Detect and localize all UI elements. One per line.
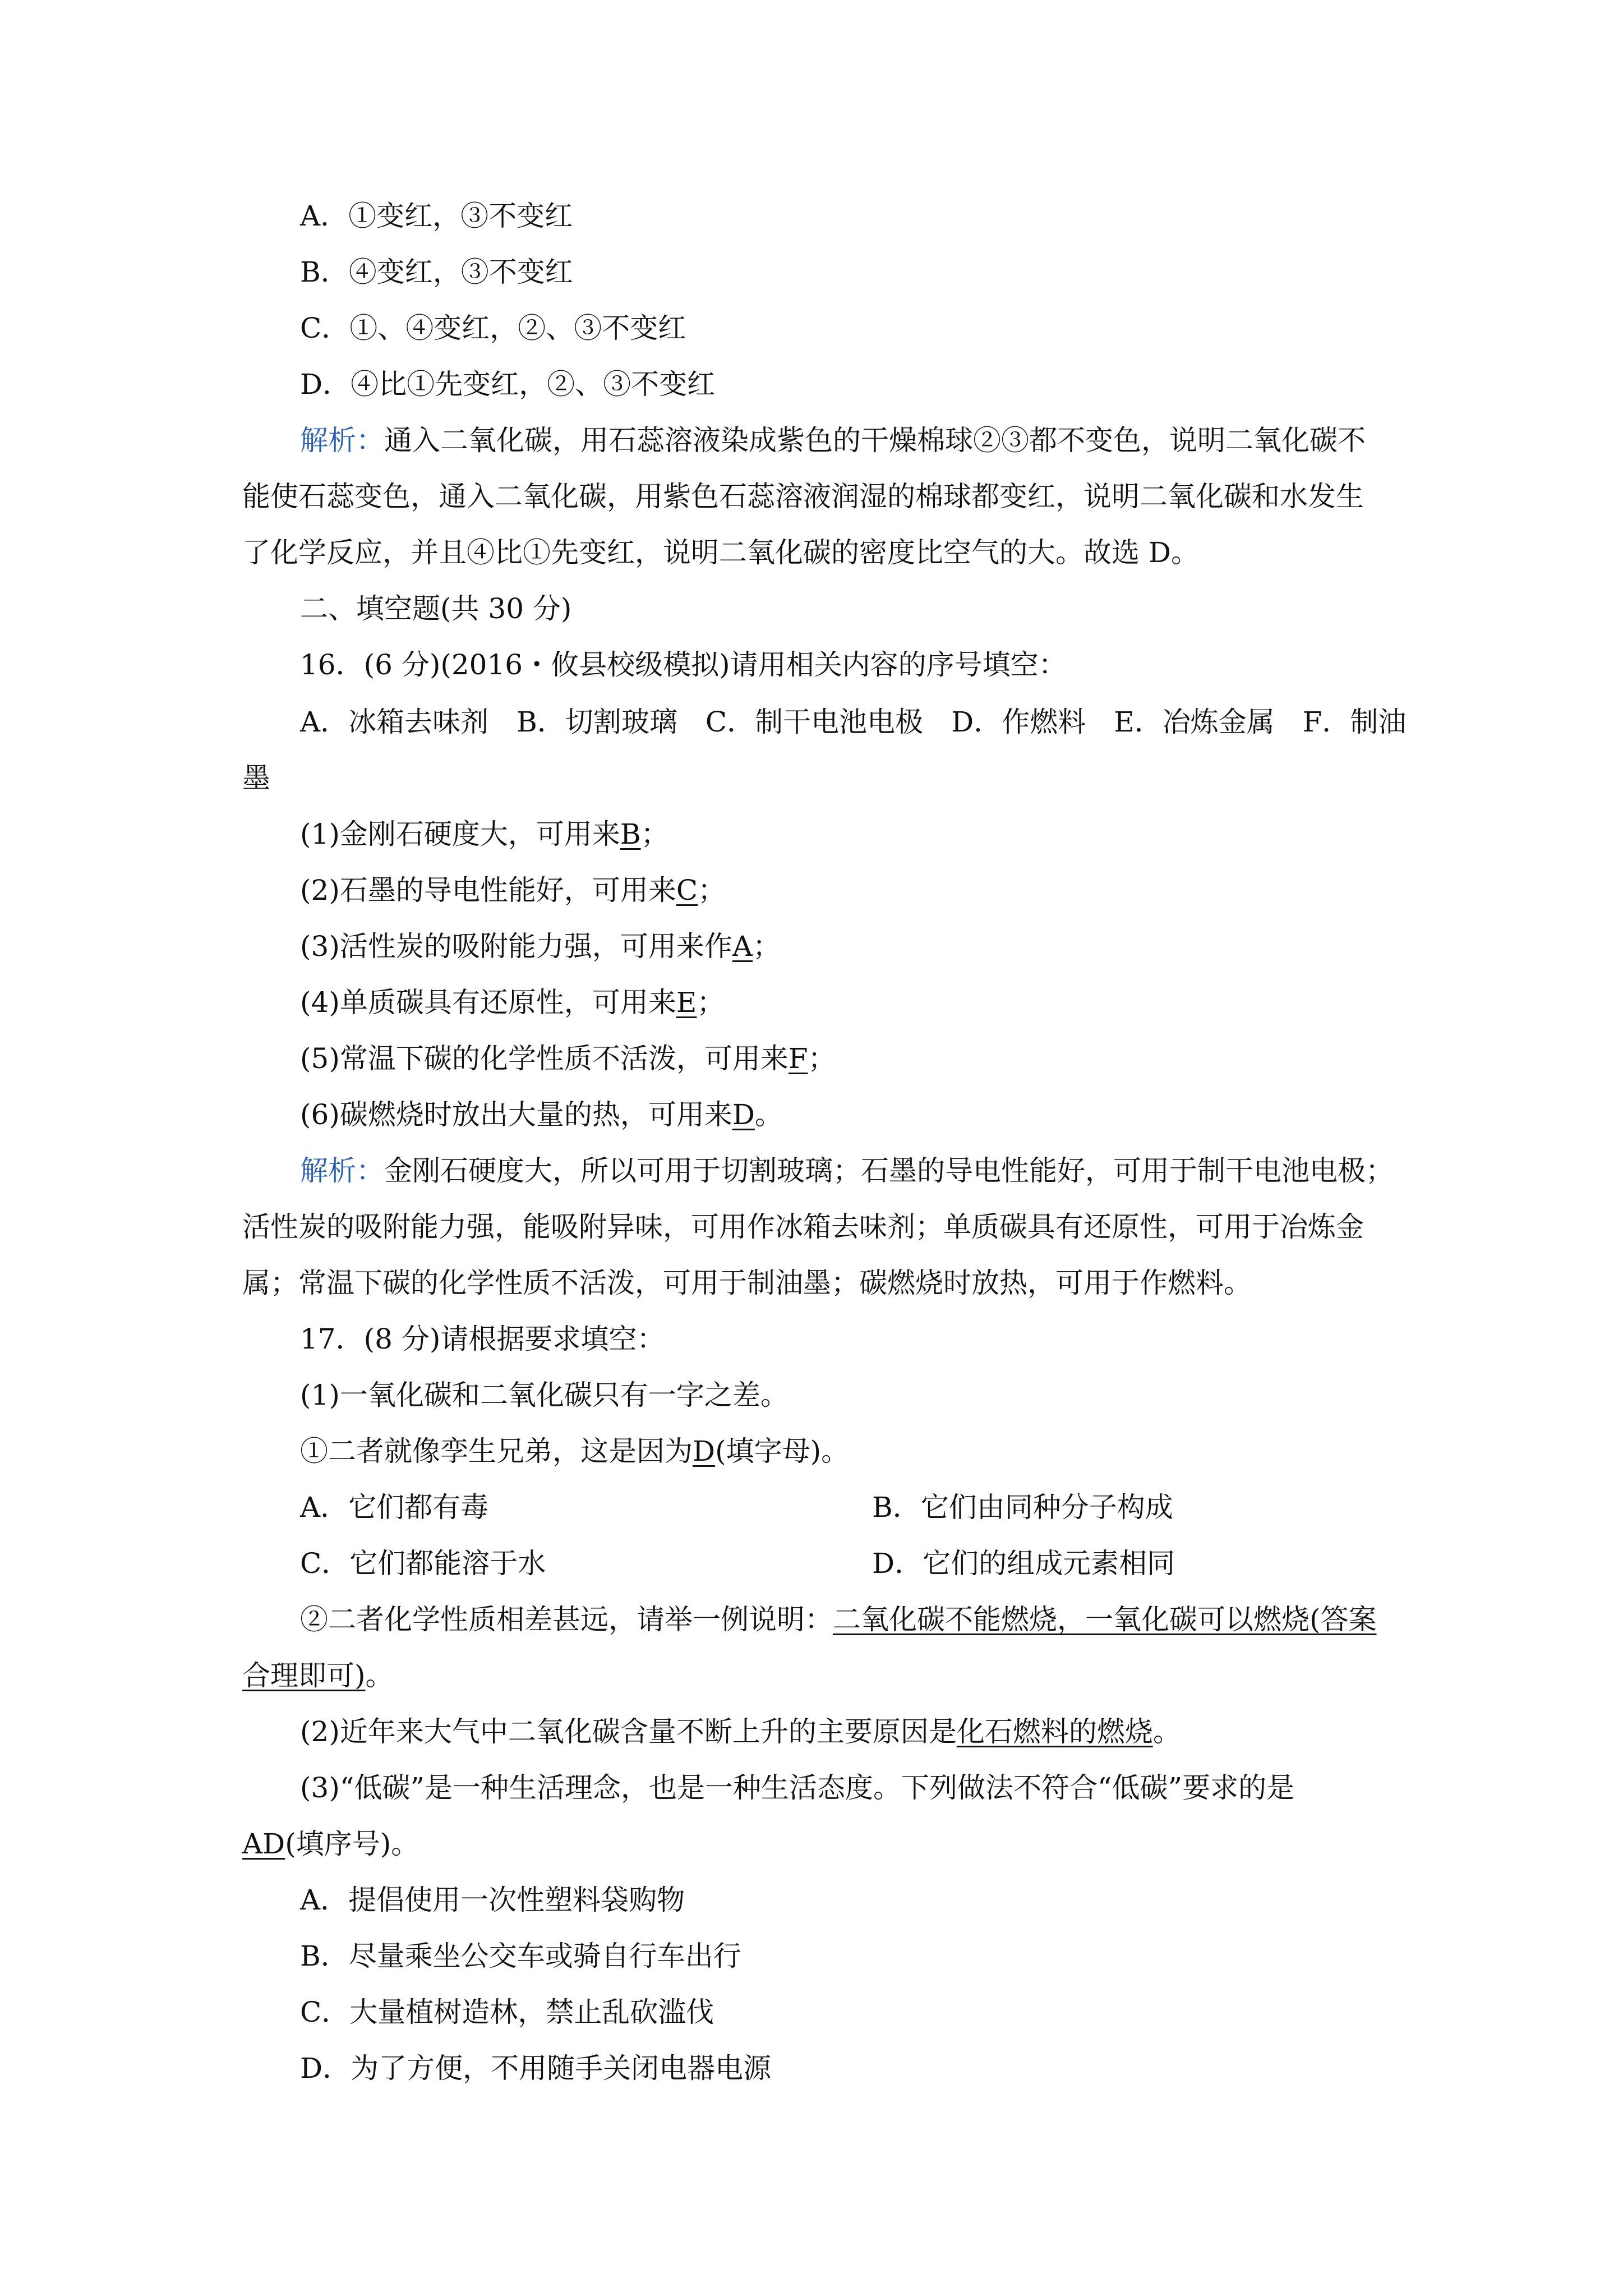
q16-item-6: (6)碳燃烧时放出大量的热，可用来D。 xyxy=(300,1098,783,1131)
q17-option-d: D．它们的组成元素相同 xyxy=(872,1547,1175,1580)
answer-blank: 合理即可) xyxy=(242,1659,366,1692)
q16-analysis-line-3: 属；常温下碳的化学性质不活泼，可用于制油墨；碳燃烧时放热，可用于作燃料。 xyxy=(242,1267,1252,1299)
q17-p3-option-d: D．为了方便，不用随手关闭电器电源 xyxy=(300,2052,772,2085)
section-title: 二、填空题(共 30 分) xyxy=(300,592,572,625)
q15-option-b: B．④变红，③不变红 xyxy=(300,256,573,288)
q17-part-1b-line-2: 合理即可)。 xyxy=(242,1659,394,1692)
q17-part-3-line-2: AD(填序号)。 xyxy=(242,1828,419,1860)
q16-analysis-line-1: 解析：金刚石硬度大，所以可用于切割玻璃；石墨的导电性能好，可用于制干电池电极； xyxy=(300,1154,1394,1187)
answer-blank: 二氧化碳不能燃烧，一氧化碳可以燃烧(答案 xyxy=(833,1603,1377,1636)
q17-part-2: (2)近年来大气中二氧化碳含量不断上升的主要原因是化石燃料的燃烧。 xyxy=(300,1715,1181,1748)
answer-blank: F xyxy=(788,1042,808,1075)
q17-p3-option-b: B．尽量乘坐公交车或骑自行车出行 xyxy=(300,1940,741,1972)
q16-choices-line-1: A．冰箱去味剂 B．切割玻璃 C．制干电池电极 D．作燃料 E．冶炼金属 F．制油 xyxy=(300,706,1407,738)
q17-option-b: B．它们由同种分子构成 xyxy=(872,1491,1173,1524)
q15-option-d: D．④比①先变红，②、③不变红 xyxy=(300,368,716,401)
q17-stem: 17．(8 分)请根据要求填空： xyxy=(300,1323,665,1355)
q16-item-3: (3)活性炭的吸附能力强，可用来作A； xyxy=(300,930,781,963)
answer-blank: D xyxy=(693,1435,716,1467)
q17-option-c: C．它们都能溶于水 xyxy=(300,1547,546,1580)
q16-choices-line-2: 墨 xyxy=(242,762,270,794)
q15-option-c: C．①、④变红，②、③不变红 xyxy=(300,312,686,344)
answer-blank: A xyxy=(732,930,753,963)
q16-item-4: (4)单质碳具有还原性，可用来E； xyxy=(300,986,725,1019)
q17-option-a: A．它们都有毒 xyxy=(300,1491,489,1524)
answer-blank: C xyxy=(676,874,698,907)
analysis-label: 解析： xyxy=(300,424,384,457)
q17-part-3-line-1: (3)“低碳”是一种生活理念，也是一种生活态度。下列做法不符合“低碳”要求的是 xyxy=(300,1772,1295,1804)
q15-analysis-line-2: 能使石蕊变色，通入二氧化碳，用紫色石蕊溶液润湿的棉球都变红，说明二氧化碳和水发生 xyxy=(242,480,1364,513)
answer-blank: AD xyxy=(242,1828,285,1860)
q15-analysis-line-3: 了化学反应，并且④比①先变红，说明二氧化碳的密度比空气的大。故选 D。 xyxy=(242,536,1199,569)
q15-analysis-line-1: 解析：通入二氧化碳，用石蕊溶液染成紫色的干燥棉球②③都不变色，说明二氧化碳不 xyxy=(300,424,1366,457)
q16-item-2: (2)石墨的导电性能好，可用来C； xyxy=(300,874,726,907)
q16-analysis-line-2: 活性炭的吸附能力强，能吸附异味，可用作冰箱去味剂；单质碳具有还原性，可用于冶炼金 xyxy=(242,1211,1364,1243)
q16-item-1: (1)金刚石硬度大，可用来B； xyxy=(300,818,669,850)
q16-stem: 16．(6 分)(2016・攸县校级模拟)请用相关内容的序号填空： xyxy=(300,648,1067,681)
answer-blank: D xyxy=(732,1098,755,1131)
q17-part-1: (1)一氧化碳和二氧化碳只有一字之差。 xyxy=(300,1379,789,1411)
answer-blank: 化石燃料的燃烧 xyxy=(956,1715,1153,1748)
q15-option-a: A．①变红，③不变红 xyxy=(300,200,573,232)
q17-part-1a: ①二者就像孪生兄弟，这是因为D(填字母)。 xyxy=(300,1435,850,1467)
q17-part-1b-line-1: ②二者化学性质相差甚远，请举一例说明：二氧化碳不能燃烧，一氧化碳可以燃烧(答案 xyxy=(300,1603,1377,1636)
answer-blank: B xyxy=(620,818,641,850)
answer-blank: E xyxy=(676,986,697,1019)
analysis-label: 解析： xyxy=(300,1154,384,1187)
q16-item-5: (5)常温下碳的化学性质不活泼，可用来F； xyxy=(300,1042,836,1075)
q17-p3-option-c: C．大量植树造林，禁止乱砍滥伐 xyxy=(300,1996,714,2028)
q17-p3-option-a: A．提倡使用一次性塑料袋购物 xyxy=(300,1884,685,1916)
